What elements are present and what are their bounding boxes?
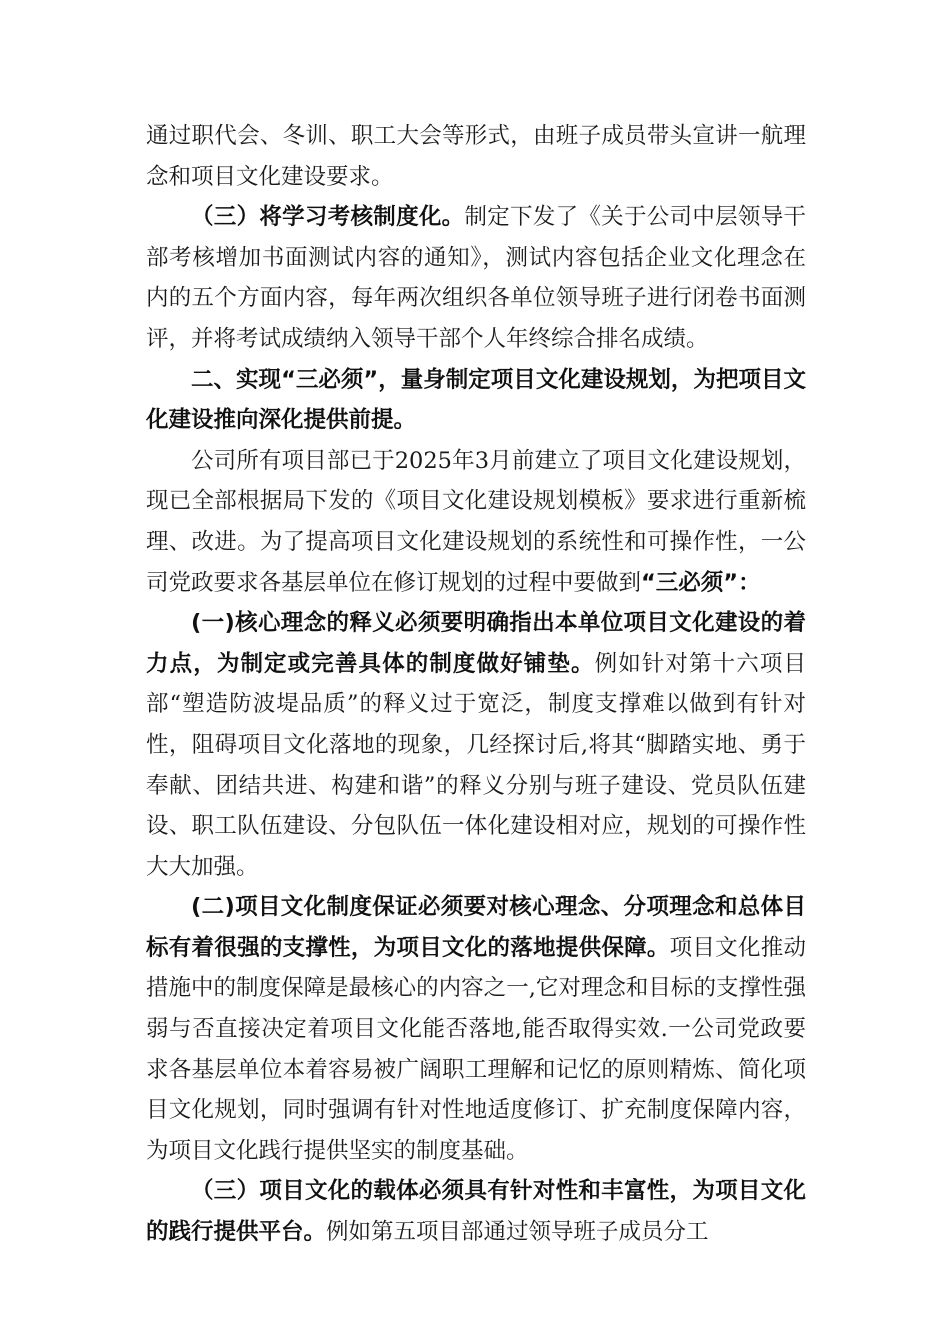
paragraph-5-text: 例如针对第十六项目部“塑造防波堤品质”的释义过于宽泛，制度支撑难以做到有针对性，阻碍项目文化落地的现象，几经探讨后,将其“脚踏实地、勇于奉献、团结共进、构建和谐”的释义分别与班子建设、党员队伍建设、职工队伍建设、分包队伍一体化建设相对应，规划的可操作性大大加强。 bbox=[146, 650, 806, 880]
document-page bbox=[146, 116, 806, 1253]
paragraph-5-heading: (一)核心理念的释义必须要明确指出本单位项目文化建设的着力点，为制定或完善具体的制度做好铺垫。 bbox=[146, 610, 806, 677]
section-heading-2-text: 二、实现“三必须”，量身制定项目文化建设规划，为把项目文化建设推向深化提供前提。 bbox=[146, 366, 806, 434]
paragraph-6 bbox=[146, 887, 806, 1171]
paragraph-2-heading: （三）将学习考核制度化。 bbox=[191, 204, 465, 231]
paragraph-5 bbox=[146, 603, 806, 887]
paragraph-7-heading: （三）项目文化的载体必须具有针对性和丰富性，为项目文化的践行提供平台。 bbox=[146, 1178, 806, 1246]
paragraph-1 bbox=[146, 116, 806, 197]
paragraph-7-text: 例如第五项目部通过领导班子成员分工 bbox=[326, 1219, 709, 1246]
paragraph-6-heading: (二)项目文化制度保证必须要对核心理念、分项理念和总体目标有着很强的支撑性，为项目文化的落地提供保障。 bbox=[146, 894, 806, 961]
paragraph-7 bbox=[146, 1171, 806, 1252]
paragraph-1-text: 通过职代会、冬训、职工大会等形式，由班子成员带头宣讲一航理念和项目文化建设要求。 bbox=[146, 123, 806, 190]
paragraph-4 bbox=[146, 441, 806, 603]
paragraph-2-text: 制定下发了《关于公司中层领导干部考核增加书面测试内容的通知》，测试内容包括企业文化理念在内的五个方面内容，每年两次组织各单位领导班子进行闭卷书面测评，并将考试成绩纳入领导干部个人年终综合排名成绩。 bbox=[146, 204, 806, 352]
paragraph-4-bold-tail: “三必须”： bbox=[641, 569, 761, 596]
section-heading-2 bbox=[146, 360, 806, 441]
paragraph-2 bbox=[146, 197, 806, 359]
paragraph-6-text: 项目文化推动措施中的制度保障是最核心的内容之一,它对理念和目标的支撑性强弱与否直接决定着项目文化能否落地,能否取得实效.一公司党政要求各基层单位本着容易被广阔职工理解和记忆的原则精炼、简化项目文化规划，同时强调有针对性地适度修订、扩充制度保障内容，为项目文化践行提供坚实的制度基础。 bbox=[146, 934, 806, 1164]
paragraph-4-text: 公司所有项目部已于2025年3月前建立了项目文化建设规划，现已全部根据局下发的《项目文化建设规划模板》要求进行重新梳理、改进。为了提高项目文化建设规划的系统性和可操作性，一公司党政要求各基层单位在修订规划的过程中要做到 bbox=[146, 447, 806, 596]
